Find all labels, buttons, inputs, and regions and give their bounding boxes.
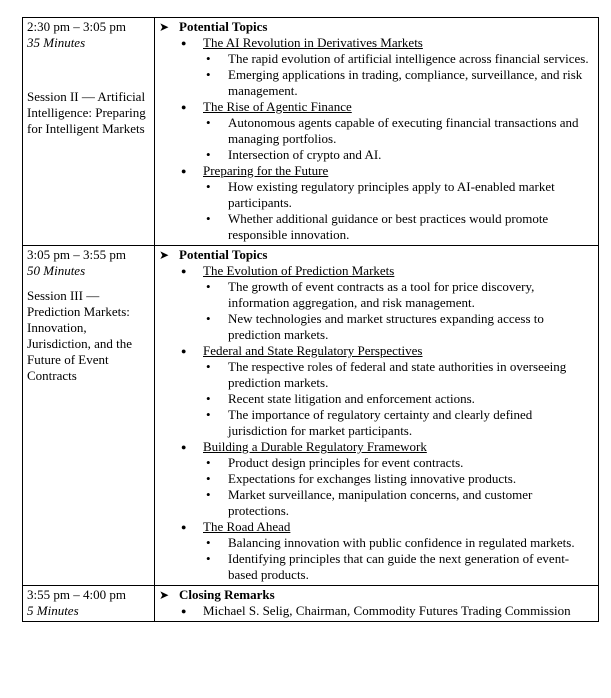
topic-title: Preparing for the Future: [203, 163, 329, 178]
subtopic-list: [203, 279, 594, 343]
subtopic-item: • The growth of event contracts as a tool for price discovery, information aggregation, and risk management.: [206, 279, 594, 311]
arrow-bullet-icon: ➤: [159, 20, 170, 34]
agenda-table: [22, 17, 599, 622]
subtopic-item: • The respective roles of federal and state authorities in overseeing prediction markets.: [206, 359, 594, 391]
agenda-row-closing: [23, 586, 599, 622]
topic-item: [181, 439, 594, 519]
subtopic-item: • Balancing innovation with public confidence in regulated markets.: [206, 535, 594, 551]
topic-list: [159, 263, 594, 583]
topic-item: [181, 99, 594, 163]
topic-list: [159, 35, 594, 243]
time-range: 3:05 pm – 3:55 pm: [27, 247, 126, 262]
time-cell: [23, 18, 155, 246]
time-cell: [23, 586, 155, 622]
subtopic-list: [203, 455, 594, 519]
arrow-bullet-icon: ➤: [159, 588, 170, 602]
topic-item: [181, 343, 594, 439]
subtopic-item: • The importance of regulatory certainty and clearly defined jurisdiction for market participants.: [206, 407, 594, 439]
section-heading-text: Potential Topics: [179, 19, 268, 34]
session-title: Session II — Artificial Intelligence: Preparing for Intelligent Markets: [27, 89, 146, 136]
subtopic-item: • Expectations for exchanges listing innovative products.: [206, 471, 594, 487]
session-title: Session III — Prediction Markets: Innovation, Jurisdiction, and the Future of Event Contracts: [27, 288, 133, 383]
topics-cell: [155, 18, 599, 246]
subtopic-list: [203, 115, 594, 163]
topic-title: The AI Revolution in Derivatives Markets: [203, 35, 423, 50]
section-heading-text: Potential Topics: [179, 247, 268, 262]
time-range: 3:55 pm – 4:00 pm: [27, 587, 126, 602]
section-heading: [159, 19, 594, 35]
topic-item: [181, 519, 594, 583]
topic-item: [181, 263, 594, 343]
arrow-bullet-icon: ➤: [159, 248, 170, 262]
duration: 50 Minutes: [27, 263, 86, 278]
topic-title: The Rise of Agentic Finance: [203, 99, 352, 114]
section-heading: [159, 587, 594, 603]
subtopic-item: • Whether additional guidance or best practices would promote responsible innovation.: [206, 211, 594, 243]
subtopic-item: • Recent state litigation and enforcement actions.: [206, 391, 594, 407]
subtopic-list: [203, 359, 594, 439]
duration: 5 Minutes: [27, 603, 79, 618]
subtopic-list: [203, 179, 594, 243]
subtopic-list: [203, 51, 594, 99]
subtopic-item: • The rapid evolution of artificial intelligence across financial services.: [206, 51, 594, 67]
subtopic-item: • Emerging applications in trading, compliance, surveillance, and risk management.: [206, 67, 594, 99]
subtopic-list: [203, 535, 594, 583]
closing-list: [159, 603, 594, 619]
duration: 35 Minutes: [27, 35, 86, 50]
time-range: 2:30 pm – 3:05 pm: [27, 19, 126, 34]
closing-item: ● Michael S. Selig, Chairman, Commodity Futures Trading Commission: [181, 603, 594, 619]
agenda-row-session-3: [23, 246, 599, 586]
topics-cell: [155, 246, 599, 586]
topic-title: Building a Durable Regulatory Framework: [203, 439, 427, 454]
topic-title: The Evolution of Prediction Markets: [203, 263, 395, 278]
time-cell: [23, 246, 155, 586]
agenda-body: [23, 18, 599, 622]
agenda-row-session-2: [23, 18, 599, 246]
closing-cell: [155, 586, 599, 622]
subtopic-item: • Market surveillance, manipulation concerns, and customer protections.: [206, 487, 594, 519]
subtopic-item: • Autonomous agents capable of executing financial transactions and managing portfolios.: [206, 115, 594, 147]
subtopic-item: • New technologies and market structures expanding access to prediction markets.: [206, 311, 594, 343]
subtopic-item: • Intersection of crypto and AI.: [206, 147, 594, 163]
subtopic-item: • Product design principles for event contracts.: [206, 455, 594, 471]
section-heading-text: Closing Remarks: [179, 587, 275, 602]
subtopic-item: • How existing regulatory principles apply to AI-enabled market participants.: [206, 179, 594, 211]
topic-title: The Road Ahead: [203, 519, 291, 534]
section-heading: [159, 247, 594, 263]
topic-item: [181, 35, 594, 99]
topic-title: Federal and State Regulatory Perspectives: [203, 343, 423, 358]
subtopic-item: • Identifying principles that can guide the next generation of event-based products.: [206, 551, 594, 583]
topic-item: [181, 163, 594, 243]
